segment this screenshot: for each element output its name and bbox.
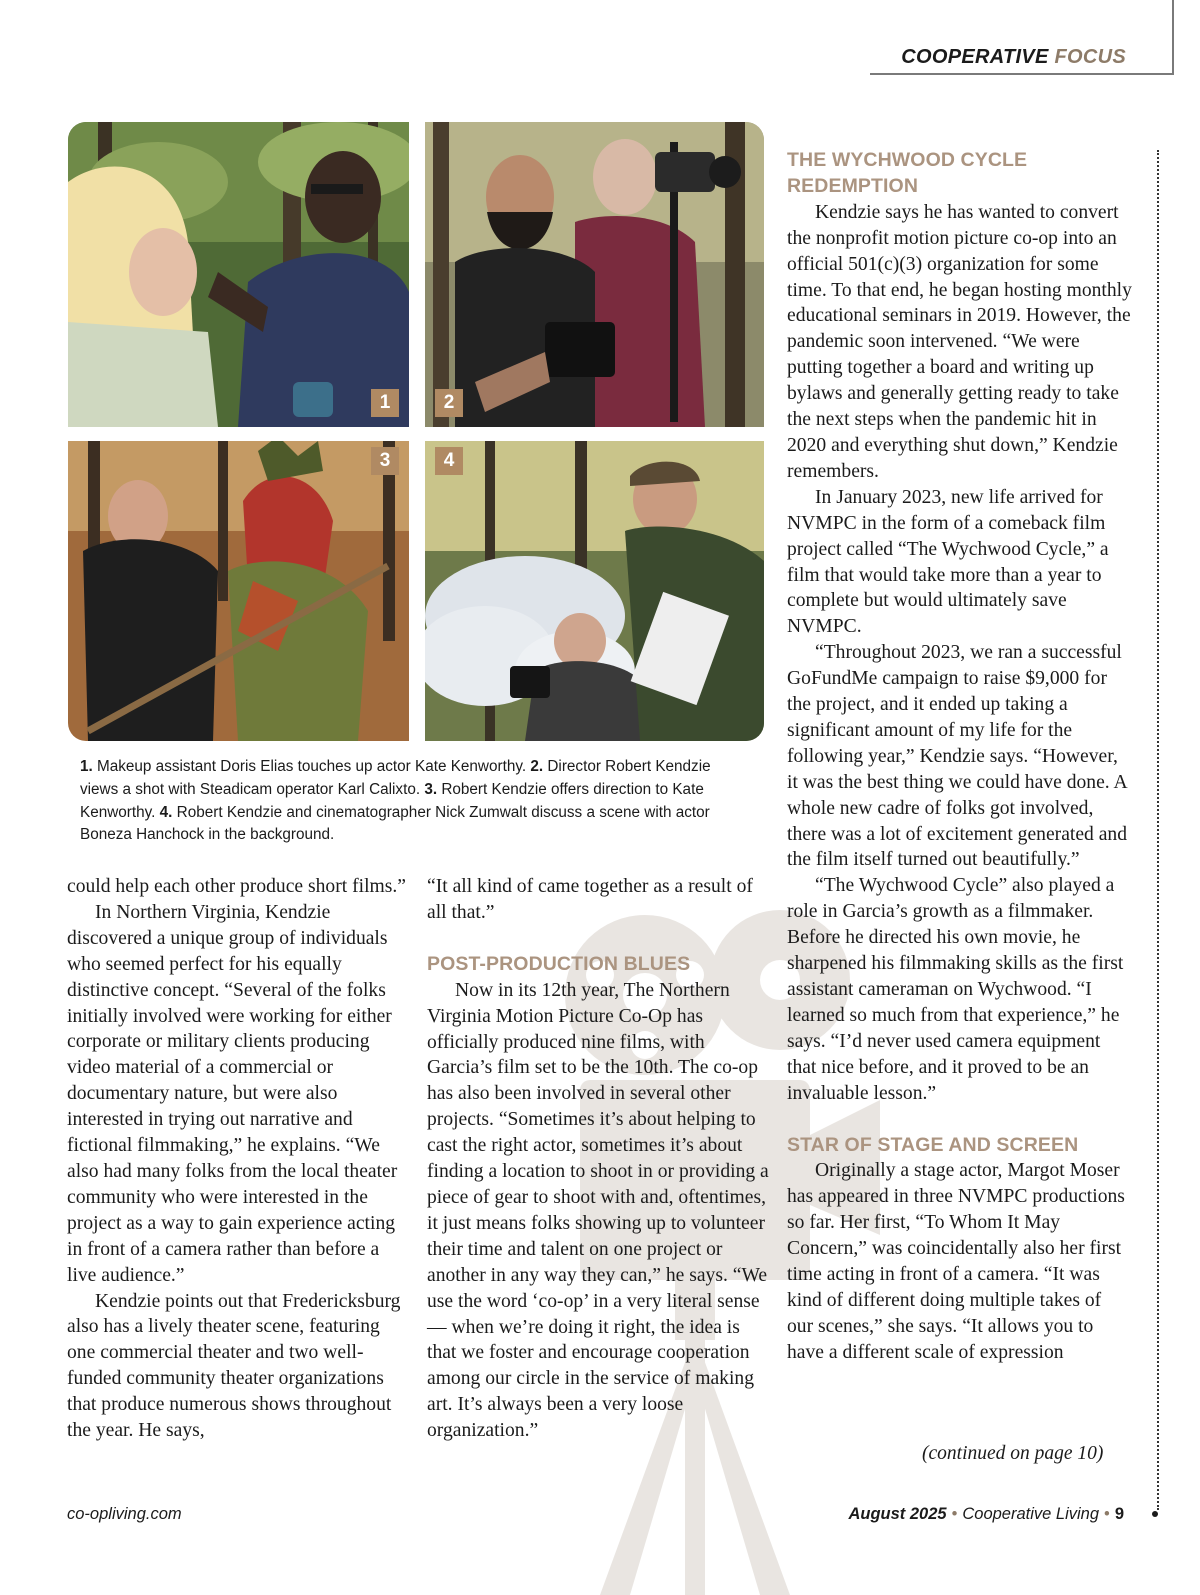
section-header-word-b: FOCUS (1054, 46, 1126, 68)
bullet-icon: • (951, 1505, 958, 1523)
bullet-icon: • (1104, 1505, 1110, 1523)
caption-number: 1. (80, 758, 93, 775)
section-header (901, 46, 1126, 69)
article-column-2 (427, 874, 772, 1444)
footer-folio (848, 1505, 1124, 1524)
header-rule (870, 73, 1174, 75)
article-paragraph: could help each other produce short films.” (67, 876, 406, 897)
footer-bullet-icon (1152, 1511, 1158, 1517)
footer-publication: Cooperative Living (962, 1505, 1100, 1523)
photo-number-badge: 1 (371, 389, 399, 417)
article-paragraph: “It all kind of came together as a result of all that.” (427, 876, 753, 923)
article-column-1 (67, 874, 412, 1444)
photo-2 (425, 122, 764, 427)
article-paragraph: In Northern Virginia, Kendzie discovered a unique group of individuals who seemed perfect for his equally distinctive concept. “Several of the folks initially involved were working for either corporate or military clients producing video material of a commercial or documentary nature, but were also interested in trying out narrative and fictional filmmaking,” he explains. “We also had many folks from the local theater community who were interested in the project as a way to gain experience acting in front of a camera rather than before a live audience.” (67, 901, 398, 1286)
article-paragraph: Now in its 12th year, The Northern Virginia Motion Picture Co-Op has officially produced nine films, with Garcia’s film set to be the 10th. The co-op has also been involved in several other projects. “Sometimes it’s about helping to cast the right actor, sometimes it’s about finding a location to shoot in or providing a piece of gear to shoot with and, oftentimes, it just means folks showing up to volunteer their time and talent on one project or another in any way they can,” he says. “We use the word ‘co-op’ in a very literal sense — when we’re doing it right, the idea is that we foster and encourage cooperation among our circle in the service of making art. It’s always been a very loose organization.” (427, 979, 769, 1442)
section-heading: POST-PRODUCTION BLUES (427, 952, 691, 975)
photo-4 (425, 441, 764, 741)
section-header-word-a: COOPERATIVE (901, 46, 1049, 68)
caption-text: Director Robert Kendzie views a shot with Steadicam operator Karl Calixto. (80, 758, 711, 798)
article-paragraph: Kendzie points out that Fredericksburg also has a lively theater scene, featuring one commercial theater and two well-funded community theater organizations that produce numerous shows throughout the year. He says, (67, 1290, 401, 1442)
article-column-3 (787, 148, 1132, 1366)
steadicam-photo (425, 122, 764, 427)
page-number: 9 (1114, 1505, 1124, 1523)
camera-smoke-photo (425, 441, 764, 741)
photo-number-badge: 2 (435, 389, 463, 417)
article-paragraph: “The Wychwood Cycle” also played a role in Garcia’s growth as a filmmaker. Before he directed his own movie, he sharpened his filmmaking skills as the first assistant cameraman on Wychwood. “I learned so much from that experience,” he says. “I’d never used camera equipment that nice before, and it proved to be an invaluable lesson.” (787, 875, 1124, 1104)
caption-number: 4. (159, 803, 173, 821)
header-vertical-rule (1172, 0, 1174, 75)
caption-text: Makeup assistant Doris Elias touches up actor Kate Kenworthy. (92, 758, 531, 775)
column-dotted-rule (1157, 150, 1159, 1510)
makeup-scene-photo (68, 122, 409, 427)
section-heading: THE WYCHWOOD CYCLE REDEMPTION (787, 149, 1028, 197)
footer-date: August 2025 (848, 1505, 947, 1523)
continued-note: (continued on page 10) (922, 1443, 1104, 1464)
photo-number-badge: 3 (371, 447, 399, 475)
section-heading: STAR OF STAGE AND SCREEN (787, 1133, 1079, 1156)
direction-photo (68, 441, 409, 741)
caption-number: 2. (530, 758, 544, 775)
photo-3 (68, 441, 409, 741)
caption-number: 3. (424, 780, 438, 798)
photo-caption (80, 756, 740, 847)
article-paragraph: Originally a stage actor, Margot Moser has appeared in three NVMPC productions so far. Her first, “To Whom It May Concern,” was coincidentally also her first time acting in front of a camera. “It was kind of different doing multiple takes of our scenes,” she says. “It allows you to have a different scale of expression (787, 1160, 1125, 1363)
article-paragraph: “Throughout 2023, we ran a successful GoFundMe campaign to raise $9,000 for the project, and it ended up taking a significant amount of my life for the following year,” Kendzie says. “However, it was the best thing we could have done. A whole new cadre of folks got involved, there was a lot of excitement generated and the film itself turned out beautifully.” (787, 642, 1128, 871)
photo-number-badge: 4 (435, 447, 463, 475)
article-paragraph: Kendzie says he has wanted to convert the nonprofit motion picture co-op into an official 501(c)(3) organization for some time. To that end, he began hosting monthly educational seminars in 2019. However, the pandemic soon intervened. “We were putting together a board and writing up bylaws and generally getting ready to take the next steps when the pandemic hit in 2020 and everything shut down,” Kendzie remembers. (787, 201, 1132, 482)
article-paragraph: In January 2023, new life arrived for NVMPC in the form of a comeback film project called “The Wychwood Cycle,” a film that would take more than a year to complete but would ultimately save NVMPC. (787, 486, 1109, 638)
caption-text: Robert Kendzie and cinematographer Nick Zumwalt discuss a scene with actor Boneza Hanchock in the background. (80, 803, 710, 844)
footer-website: co-opliving.com (67, 1505, 182, 1523)
photo-1 (68, 122, 409, 427)
caption-text: Robert Kendzie offers direction to Kate Kenworthy. (80, 780, 704, 821)
